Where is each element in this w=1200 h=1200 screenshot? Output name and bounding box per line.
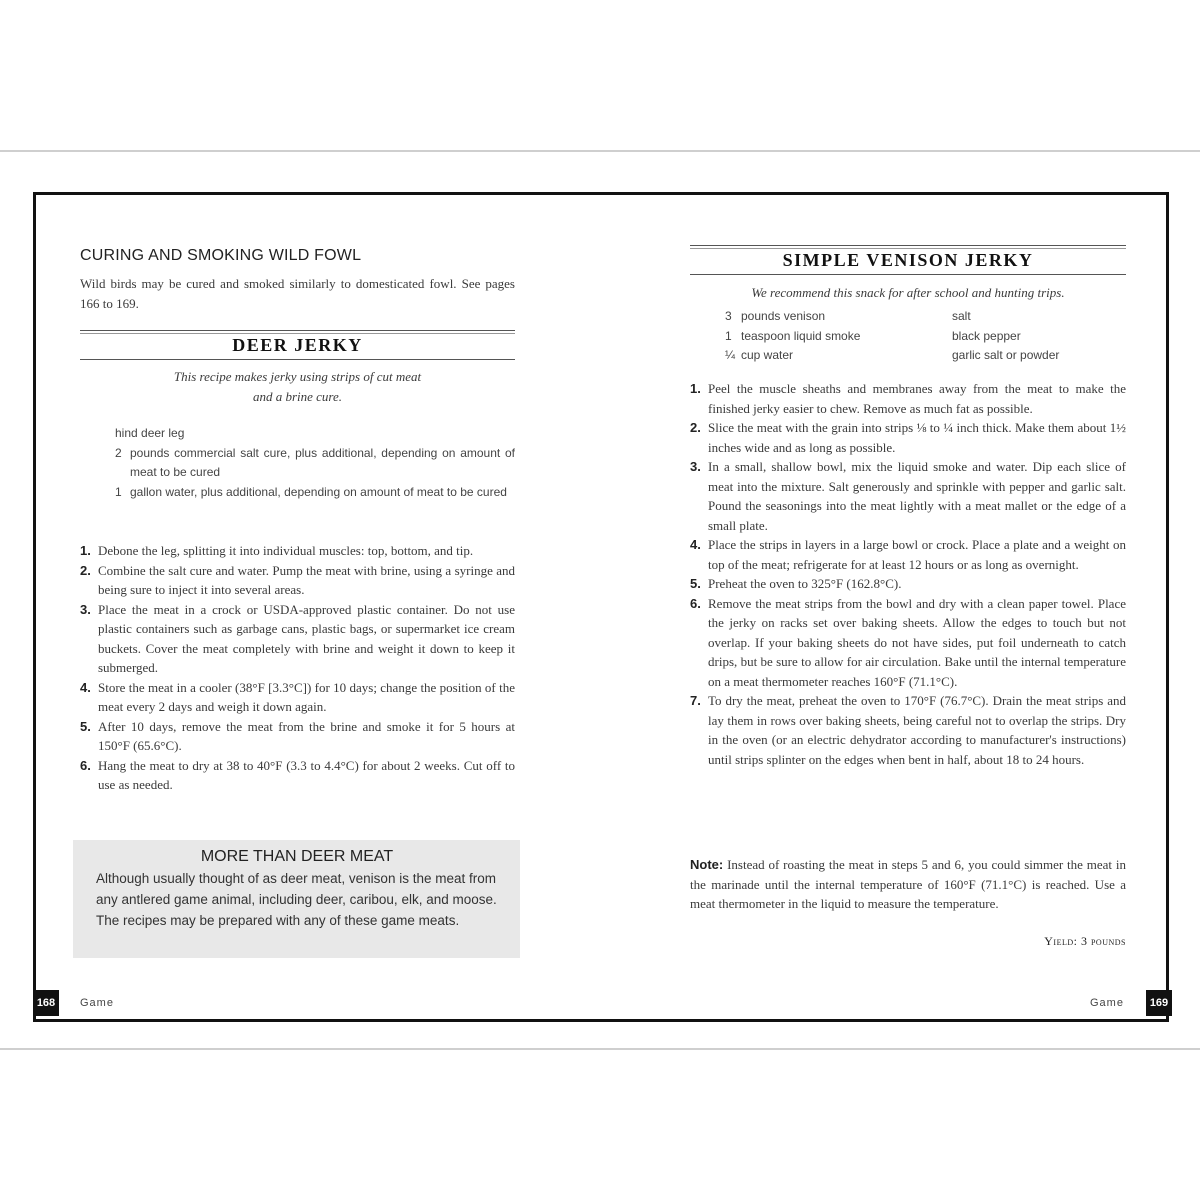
ingredient-text: hind deer leg [115, 426, 185, 440]
ingredient-text: cup water [741, 348, 794, 362]
section-text: Wild birds may be cured and smoked similarly to domesticated fowl. See pages 166 to 169. [80, 276, 515, 311]
step-item [690, 594, 1126, 692]
step-text: Place the meat in a crock or USDA-approved plastic container. Do not use plastic containers such as garbage cans, plastic bags, or supermarket ice cream buckets. Cover the meat completely with brine and weight it down to keep it submerged. [98, 601, 515, 675]
step-text: Place the strips in layers in a large bowl or crock. Place a plate and a weight on top of the meat; refrigerate for at least 12 hours or as long as overnight. [708, 537, 1126, 572]
recipe-title-simple-venison-jerky: SIMPLE VENISON JERKY [690, 245, 1126, 275]
step-number: 6. [690, 595, 701, 611]
recipe-yield: Yield: 3 pounds [1044, 934, 1126, 948]
step-number: 5. [690, 576, 701, 591]
step-item [80, 678, 515, 717]
step-number: 1. [690, 381, 701, 396]
ingredient-item [115, 483, 515, 503]
ingredient-item [115, 444, 515, 483]
step-text: Slice the meat with the grain into strips ⅛ to ¼ inch thick. Make them about 1½ inches wide and as long as possible. [708, 420, 1126, 455]
step-number: 4. [690, 537, 701, 552]
ingredient-item [725, 327, 925, 347]
step-text: In a small, shallow bowl, mix the liquid smoke and water. Dip each slice of meat into the mixture. Salt generously and sprinkle with pepper and garlic salt. Pound the seasonings into the meat lightly with a meat mallet or the edge of a small plate. [708, 459, 1126, 533]
ingredient-item [115, 424, 515, 444]
step-text: Debone the leg, splitting it into individual muscles: top, bottom, and tip. [98, 543, 474, 558]
ingredient-text: gallon water, plus additional, depending on amount of meat to be cured [130, 484, 507, 499]
step-text: Preheat the oven to 325°F (162.8°C). [708, 576, 902, 591]
step-item [690, 379, 1126, 418]
sidebar-text: Although usually thought of as deer meat, venison is the meat from any antlered game animal, including deer, caribou, elk, and moose. The recipes may be prepared with any of these game meats. [96, 871, 497, 928]
ingredient-qty: 1 [115, 484, 122, 499]
footer-label-right: Game [1090, 997, 1124, 1009]
page-number-right: 169 [1146, 990, 1172, 1016]
step-number: 3. [80, 601, 91, 617]
ingredient-list [115, 424, 515, 502]
step-item [690, 574, 1126, 594]
step-text: After 10 days, remove the meat from the brine and smoke it for 5 hours at 150°F (65.6°C). [98, 718, 515, 753]
ingredient-list-left [725, 307, 925, 366]
steps-list [690, 379, 1126, 769]
recipe-title-deer-jerky: DEER JERKY [80, 330, 515, 360]
ingredient-qty: 3 [725, 309, 732, 323]
step-number: 3. [690, 459, 701, 474]
book-spread [0, 150, 1200, 1050]
step-item [80, 600, 515, 678]
step-text: Peel the muscle sheaths and membranes away from the meat to make the finished jerky easier to chew. Remove as much fat as possible. [708, 381, 1126, 416]
page-number-left: 168 [33, 990, 59, 1016]
step-item [690, 535, 1126, 574]
step-item [80, 541, 515, 561]
ingredient-item: garlic salt or powder [952, 348, 1060, 362]
step-item [80, 756, 515, 795]
recipe-intro: We recommend this snack for after school and hunting trips. [751, 285, 1065, 300]
ingredient-qty: 1 [725, 328, 732, 343]
section-heading: CURING AND SMOKING WILD FOWL [80, 247, 362, 264]
step-item [80, 717, 515, 756]
step-text: Store the meat in a cooler (38°F [3.3°C]) for 10 days; change the position of the meat every 2 days and weigh it down again. [98, 679, 515, 714]
step-number: 2. [80, 562, 91, 578]
ingredient-text: pounds venison [741, 309, 826, 323]
step-number: 1. [80, 543, 91, 558]
step-text: Remove the meat strips from the bowl and dry with a clean paper towel. Place the jerky on racks set over baking sheets. Allow the edges to touch but not overlap. If your baking sheets do not have sides, put foil underneath to catch drips, but be sure to allow for air circulation. Bake until the internal temperature on a meat thermometer reaches 160°F (71.1°C). [708, 595, 1126, 689]
ingredient-item: salt [952, 309, 971, 323]
sidebar-title: MORE THAN DEER MEAT [200, 848, 394, 865]
sidebar-box [73, 840, 520, 958]
ingredient-item: black pepper [952, 328, 1021, 343]
footer-label-left: Game [80, 997, 114, 1009]
ingredient-item [725, 346, 925, 366]
recipe-intro-line-1: This recipe makes jerky using strips of cut meat [173, 369, 422, 384]
step-number: 4. [80, 679, 91, 695]
recipe-intro-line-2: and a brine cure. [252, 388, 343, 404]
step-item [690, 418, 1126, 457]
step-text: Combine the salt cure and water. Pump the meat with brine, using a syringe and being sure to inject it into several areas. [98, 562, 515, 597]
note-text: Instead of roasting the meat in steps 5 and 6, you could simmer the meat in the marinade until the internal temperature of 160°F (71.1°C) is reached. Use a meat thermometer in the liquid to measure the temperature. [690, 857, 1126, 911]
step-number: 5. [80, 718, 91, 734]
step-item [690, 691, 1126, 769]
steps-list [80, 541, 515, 795]
step-number: 2. [690, 420, 701, 435]
recipe-note [690, 855, 1126, 914]
ingredient-text: pounds commercial salt cure, plus additional, depending on amount of meat to be cured [130, 445, 515, 479]
ingredient-item [725, 307, 925, 327]
recipe-intro [80, 367, 515, 406]
step-number: 6. [80, 757, 91, 773]
step-text: To dry the meat, preheat the oven to 170°F (76.7°C). Drain the meat strips and lay them in rows over baking sheets, being careful not to overlap the strips. Dry in the oven (or an electric dehydrator according to manufacturer's instructions) until strips splinter on the edges when bent in half, about 18 to 24 hours. [708, 693, 1126, 767]
ingredient-qty: ¼ [725, 348, 736, 362]
ingredient-text: teaspoon liquid smoke [741, 328, 861, 343]
step-item [80, 561, 515, 600]
note-label: Note: [690, 857, 724, 872]
step-text: Hang the meat to dry at 38 to 40°F (3.3 to 4.4°C) for about 2 weeks. Cut off to use as needed. [98, 757, 515, 792]
ingredient-qty: 2 [115, 445, 122, 460]
ingredient-list-right [952, 307, 1126, 366]
step-number: 7. [690, 693, 701, 708]
step-item [690, 457, 1126, 535]
